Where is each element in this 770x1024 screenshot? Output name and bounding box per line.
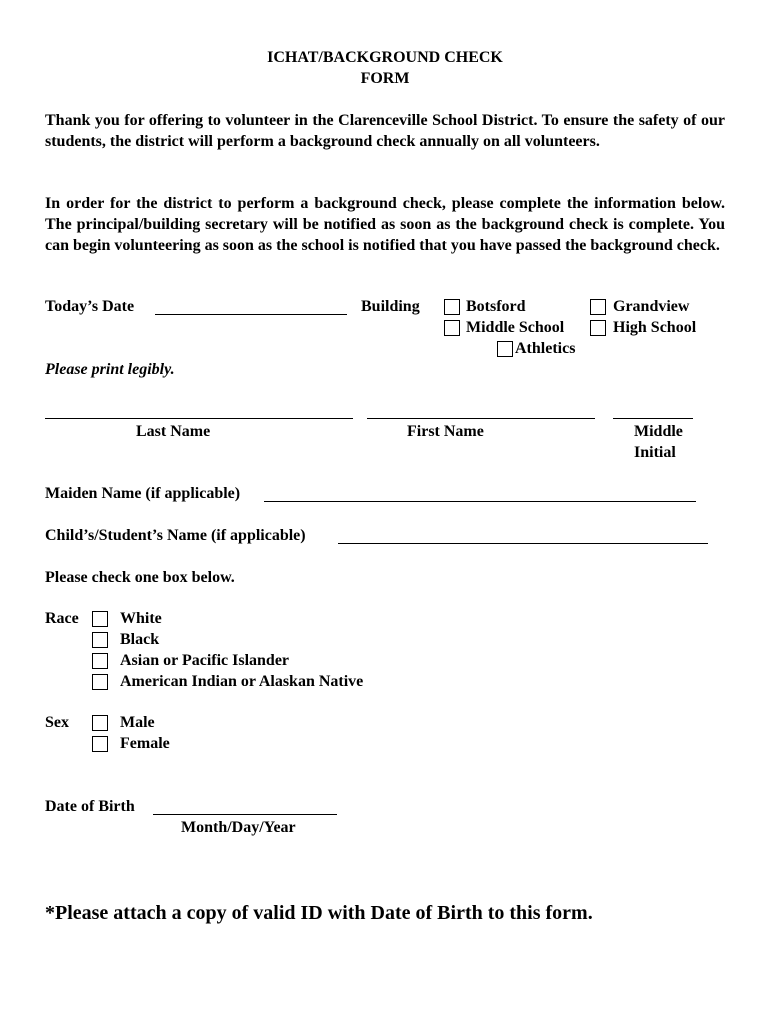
dob-format-label: Month/Day/Year <box>181 819 296 836</box>
child-name-label: Child’s/Student’s Name (if applicable) <box>45 527 306 544</box>
first-name-label: First Name <box>407 423 484 440</box>
checkbox-athletics[interactable] <box>497 341 513 357</box>
last-name-label: Last Name <box>136 423 211 440</box>
middle-label: Middle <box>634 423 683 440</box>
checkbox-sex-female[interactable] <box>92 736 108 752</box>
race-label: Race <box>45 610 79 627</box>
building-label: Building <box>361 298 420 315</box>
checkbox-race-white[interactable] <box>92 611 108 627</box>
option-race-asian: Asian or Pacific Islander <box>120 652 290 669</box>
checkbox-grandview[interactable] <box>590 299 606 315</box>
checkbox-race-american-indian[interactable] <box>92 674 108 690</box>
checkbox-sex-male[interactable] <box>92 715 108 731</box>
attach-id-note: *Please attach a copy of valid ID with Date of Birth to this form. <box>45 902 593 924</box>
option-botsford: Botsford <box>466 298 526 315</box>
option-high-school: High School <box>613 319 697 336</box>
sex-label: Sex <box>45 714 69 731</box>
last-name-field[interactable] <box>45 418 353 419</box>
child-name-field[interactable] <box>338 543 708 544</box>
option-sex-female: Female <box>120 735 170 752</box>
option-sex-male: Male <box>120 714 155 731</box>
check-instruction: Please check one box below. <box>45 569 235 586</box>
form-title-line2: FORM <box>360 70 410 87</box>
print-legibly-note: Please print legibly. <box>45 361 175 378</box>
dob-label: Date of Birth <box>45 798 135 815</box>
option-athletics: Athletics <box>515 340 576 357</box>
maiden-name-field[interactable] <box>264 501 696 502</box>
checkbox-race-asian[interactable] <box>92 653 108 669</box>
middle-initial-field[interactable] <box>613 418 693 419</box>
checkbox-high-school[interactable] <box>590 320 606 336</box>
todays-date-field[interactable] <box>155 314 347 315</box>
checkbox-race-black[interactable] <box>92 632 108 648</box>
checkbox-botsford[interactable] <box>444 299 460 315</box>
form-title-line1: ICHAT/BACKGROUND CHECK <box>267 49 503 66</box>
option-race-black: Black <box>120 631 160 648</box>
maiden-name-label: Maiden Name (if applicable) <box>45 485 241 502</box>
initial-label: Initial <box>634 444 676 461</box>
option-grandview: Grandview <box>613 298 690 315</box>
todays-date-label: Today’s Date <box>45 298 135 315</box>
option-middle-school: Middle School <box>466 319 565 336</box>
intro-paragraph: Thank you for offering to volunteer in the Clarenceville School District. To ensure the safety of our students, the district will perform a background check annually on all volunteers. <box>45 112 725 150</box>
checkbox-middle-school[interactable] <box>444 320 460 336</box>
option-race-white: White <box>120 610 162 627</box>
dob-field[interactable] <box>153 814 337 815</box>
first-name-field[interactable] <box>367 418 595 419</box>
option-race-american-indian: American Indian or Alaskan Native <box>120 673 364 690</box>
instructions-paragraph: In order for the district to perform a background check, please complete the information below. The principal/building secretary will be notified as soon as the background check is complete. You can begin volunteering as soon as the school is notified that you have passed the background check. <box>45 195 725 254</box>
